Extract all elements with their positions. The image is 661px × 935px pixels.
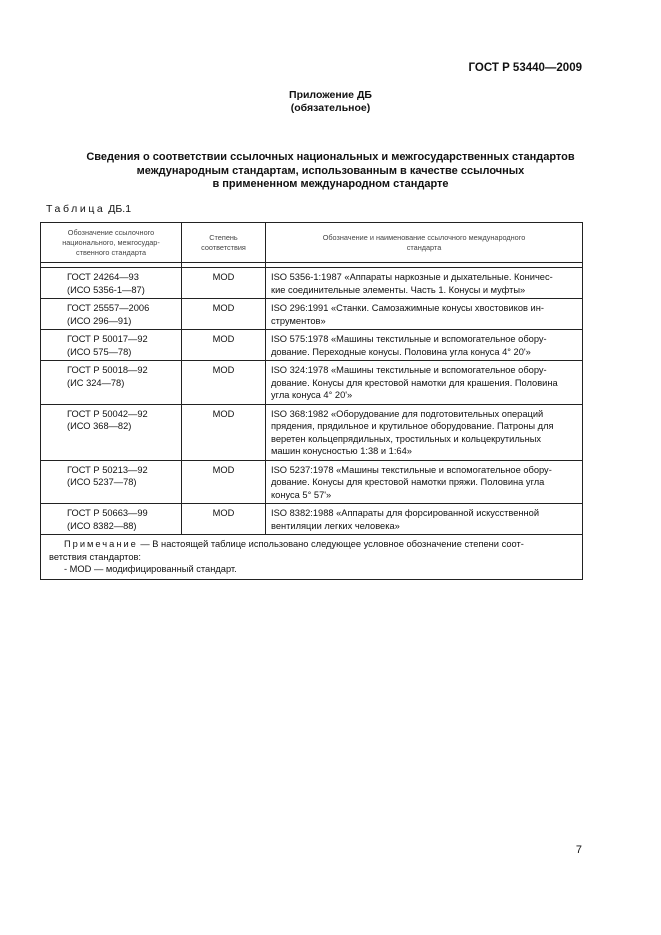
section-title-line: Сведения о соответствии ссылочных национальных и межгосударственных стандартов <box>86 151 575 163</box>
table-row <box>41 404 583 460</box>
standard-code: (ИСО 5356-1—87) <box>67 284 145 295</box>
standard-text: ISO 324:1978 «Машины текстильные и вспомогательное обору- <box>271 365 547 375</box>
table-row <box>41 460 583 504</box>
standard-code: ГОСТ Р 50017—92 <box>67 334 148 344</box>
standard-text: веретен кольцепрядильных, тростильных и кольцекрутильных <box>271 433 542 444</box>
table-row <box>41 504 583 535</box>
standard-text: ISO 5237:1978 «Машины текстильные и вспомогательное обору- <box>271 464 552 475</box>
table-caption-id: ДБ.1 <box>108 203 132 215</box>
table-row <box>41 268 583 299</box>
header-text: стандарта <box>406 242 442 252</box>
standard-text: машин конусностью 1:38 и 1:64» <box>271 446 412 456</box>
header-text: Обозначение ссылочного <box>67 227 155 237</box>
standard-text: ISO 296:1991 «Станки. Самозажимные конусы хвостовиков ин- <box>271 303 544 313</box>
standard-text: прядения, прядильное и крутильное оборудование. Патроны для <box>271 421 554 431</box>
document-code: ГОСТ Р 53440—2009 <box>468 62 582 74</box>
international-standard-cell <box>266 330 583 361</box>
international-standard-cell <box>266 268 583 299</box>
reference-standard-cell <box>41 504 182 535</box>
degree-cell: MOD <box>182 299 266 330</box>
international-standard-cell <box>266 404 583 460</box>
table-header-row <box>41 223 583 263</box>
standard-code: (ИС 324—78) <box>67 377 125 388</box>
reference-standard-cell <box>41 299 182 330</box>
standard-text: струментов» <box>271 315 326 326</box>
note-item: - MOD — модифицированный стандарт. <box>64 564 237 574</box>
standard-text: ISO 368:1982 «Оборудование для подготовительных операций <box>271 408 544 419</box>
appendix-subtitle: (обязательное) <box>290 102 371 114</box>
note-label: Примечание <box>64 539 138 549</box>
standard-text: ISO 5356-1:1987 «Аппараты наркозные и дыхательные. Коничес- <box>271 272 553 282</box>
appendix-title: Приложение ДБ <box>289 89 372 101</box>
degree-cell: MOD <box>182 361 266 405</box>
standard-code: ГОСТ Р 50213—92 <box>67 464 148 475</box>
section-title-line: в примененном международном стандарте <box>212 178 449 190</box>
international-standard-cell <box>266 504 583 535</box>
table-caption <box>46 203 131 215</box>
table-row <box>41 299 583 330</box>
degree-cell: MOD <box>182 404 266 460</box>
header-degree <box>182 223 266 263</box>
table-row <box>41 361 583 405</box>
reference-standard-cell <box>41 330 182 361</box>
standard-text: дование. Переходные конусы. Половина угла конуса 4° 20'» <box>271 346 531 357</box>
degree-cell: MOD <box>182 330 266 361</box>
header-reference-standard <box>41 223 182 263</box>
note-text: — В настоящей таблице использовано следующее условное обозначение степени соот- <box>137 539 524 549</box>
table-caption-word: Таблица <box>46 203 106 215</box>
standard-text: конуса 5° 57'» <box>271 489 332 500</box>
standard-code: ГОСТ Р 50663—99 <box>67 508 148 518</box>
note-line <box>49 538 576 551</box>
standard-code: (ИСО 5237—78) <box>67 477 137 487</box>
section-title <box>40 151 621 192</box>
standard-code: (ИСО 8382—88) <box>67 520 137 531</box>
reference-standard-cell <box>41 460 182 504</box>
reference-standard-cell <box>41 268 182 299</box>
reference-standard-cell <box>41 404 182 460</box>
degree-cell: MOD <box>182 504 266 535</box>
header-international-standard <box>266 223 583 263</box>
standard-code: (ИСО 296—91) <box>67 315 132 326</box>
standard-code: (ИСО 575—78) <box>67 346 132 357</box>
note-text: ветствия стандартов: <box>49 551 142 562</box>
standard-code: ГОСТ Р 50018—92 <box>67 365 148 375</box>
standard-text: вентиляции легких человека» <box>271 520 400 531</box>
table-row <box>41 330 583 361</box>
degree-cell: MOD <box>182 268 266 299</box>
international-standard-cell <box>266 361 583 405</box>
standard-text: ISO 575:1978 «Машины текстильные и вспомогательное обору- <box>271 334 547 344</box>
header-text: национального, межгосудар- <box>62 237 160 247</box>
section-title-line: международным стандартам, использованным в качестве ссылочных <box>136 164 525 177</box>
header-text: соответствия <box>201 242 246 252</box>
standard-code: ГОСТ 24264—93 <box>67 272 139 282</box>
standard-text: ISO 8382:1988 «Аппараты для форсированной искусственной <box>271 508 540 518</box>
standard-text: кие соединительные элементы. Часть 1. Конусы и муфты» <box>271 284 526 295</box>
header-text: ственного стандарта <box>75 247 147 257</box>
standard-text: дование. Конусы для крестовой намотки для крашения. Половина <box>271 377 558 388</box>
table-note-row <box>41 535 583 580</box>
standard-code: (ИСО 368—82) <box>67 421 132 431</box>
international-standard-cell <box>266 460 583 504</box>
standard-text: дование. Конусы для крестовой намотки пряжи. Половина угла <box>271 477 545 487</box>
table-note <box>41 535 583 580</box>
appendix-heading <box>0 89 661 115</box>
standard-code: ГОСТ Р 50042—92 <box>67 408 148 419</box>
degree-cell: MOD <box>182 460 266 504</box>
correspondence-table <box>40 222 583 580</box>
standard-code: ГОСТ 25557—2006 <box>67 303 150 313</box>
header-text: Степень <box>209 232 238 242</box>
international-standard-cell <box>266 299 583 330</box>
page-number: 7 <box>575 844 582 856</box>
standard-text: угла конуса 4° 20'» <box>271 390 353 400</box>
reference-standard-cell <box>41 361 182 405</box>
header-text: Обозначение и наименование ссылочного международного <box>322 232 526 242</box>
